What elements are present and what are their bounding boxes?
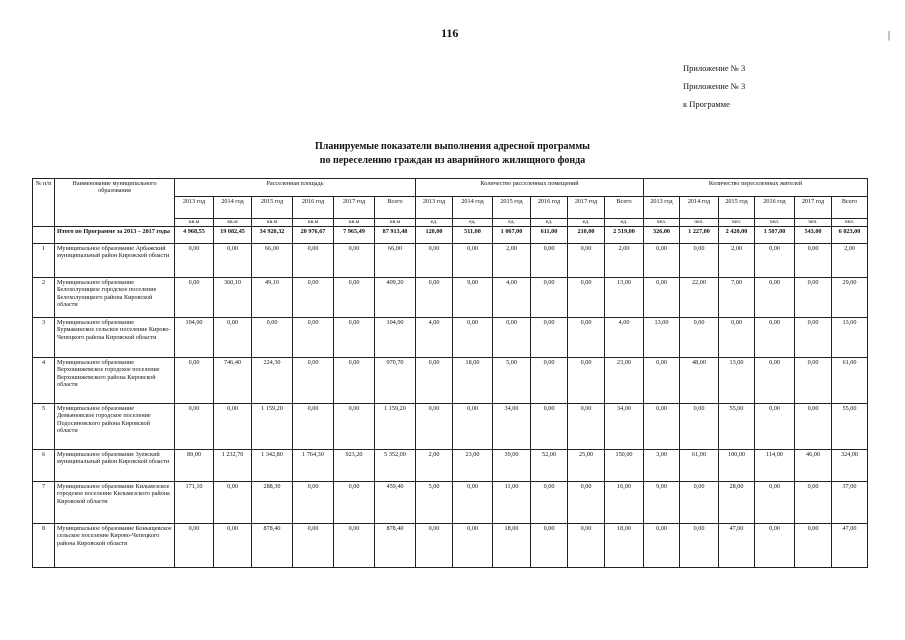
row-value: 0,00 xyxy=(175,404,214,450)
row-value: 0,00 xyxy=(568,278,605,318)
row-value: 100,00 xyxy=(719,450,755,482)
row-value: 878,40 xyxy=(375,524,416,568)
row-value: 0,00 xyxy=(334,358,375,404)
row-value: 0,00 xyxy=(453,524,493,568)
row-num: 1 xyxy=(33,244,55,278)
row-value: 0,00 xyxy=(755,244,795,278)
row-value: 5,00 xyxy=(493,358,531,404)
row-value: 0,00 xyxy=(293,358,334,404)
total-value: 1 067,00 xyxy=(493,227,531,244)
row-value: 0,00 xyxy=(680,318,719,358)
row-value: 0,00 xyxy=(416,524,453,568)
row-value: 11,00 xyxy=(493,482,531,524)
row-value: 0,00 xyxy=(644,404,680,450)
corner-mark: | xyxy=(888,30,891,41)
total-value: 120,00 xyxy=(416,227,453,244)
row-value: 0,00 xyxy=(795,244,832,278)
row-value: 0,00 xyxy=(453,244,493,278)
row-value: 0,00 xyxy=(453,404,493,450)
year-header: 2014 год xyxy=(214,197,252,219)
header-area-group: Расселенная площадь xyxy=(175,179,416,197)
row-value: 0,00 xyxy=(175,358,214,404)
unit-cell: ед. xyxy=(493,219,531,227)
row-name: Муниципальное образование Верхошижемское городское поселение Верхошижемского района Кировской области xyxy=(55,358,175,404)
row-value: 0,00 xyxy=(334,482,375,524)
row-value: 0,00 xyxy=(416,244,453,278)
row-value: 0,00 xyxy=(453,318,493,358)
year-header: 2016 год xyxy=(531,197,568,219)
title-line-2: по переселению граждан из аварийного жилищного фонда xyxy=(319,155,586,166)
row-value: 0,00 xyxy=(175,244,214,278)
row-value: 0,00 xyxy=(568,318,605,358)
title-line-1: Планируемые показатели выполнения адресной программы xyxy=(315,141,590,152)
row-num: 3 xyxy=(33,318,55,358)
row-value: 47,00 xyxy=(719,524,755,568)
row-value: 0,00 xyxy=(680,524,719,568)
row-value: 0,00 xyxy=(795,358,832,404)
row-value: 0,00 xyxy=(568,482,605,524)
row-value: 746,40 xyxy=(214,358,252,404)
row-value: 13,00 xyxy=(605,278,644,318)
total-value: 210,00 xyxy=(568,227,605,244)
appendix-line-1: Приложение № 3 xyxy=(683,63,746,73)
row-value: 0,00 xyxy=(334,404,375,450)
row-value: 0,00 xyxy=(644,524,680,568)
row-value: 52,00 xyxy=(531,450,568,482)
year-header: 2017 год xyxy=(568,197,605,219)
row-value: 0,00 xyxy=(334,318,375,358)
total-value: 611,00 xyxy=(531,227,568,244)
row-value: 28,00 xyxy=(719,482,755,524)
row-value: 923,20 xyxy=(334,450,375,482)
row-value: 0,00 xyxy=(453,482,493,524)
year-header: 2014 год xyxy=(453,197,493,219)
row-value: 0,00 xyxy=(531,278,568,318)
row-value: 0,00 xyxy=(644,278,680,318)
row-name: Муниципальное образование Белохолуницкое городское поселение Белохолуницкого района Кировской области xyxy=(55,278,175,318)
row-num: 8 xyxy=(33,524,55,568)
total-value: 4 968,55 xyxy=(175,227,214,244)
total-value: 1 507,00 xyxy=(755,227,795,244)
row-value: 114,00 xyxy=(755,450,795,482)
row-value: 0,00 xyxy=(568,244,605,278)
row-value: 0,00 xyxy=(795,482,832,524)
unit-cell: кв.м xyxy=(252,219,293,227)
row-num: 4 xyxy=(33,358,55,404)
row-value: 7,00 xyxy=(719,278,755,318)
row-value: 0,00 xyxy=(568,358,605,404)
header-num: № п/п xyxy=(33,179,55,227)
row-value: 29,00 xyxy=(832,278,868,318)
row-value: 34,00 xyxy=(605,404,644,450)
row-value: 459,40 xyxy=(375,482,416,524)
year-header: 2017 год xyxy=(795,197,832,219)
row-value: 0,00 xyxy=(175,524,214,568)
row-value: 0,00 xyxy=(795,404,832,450)
row-value: 1 232,70 xyxy=(214,450,252,482)
total-value: 1 227,00 xyxy=(680,227,719,244)
unit-cell: кв.м xyxy=(375,219,416,227)
row-value: 18,00 xyxy=(493,524,531,568)
table-row xyxy=(33,358,868,404)
row-name: Муниципальное образование Арбажский муниципальный район Кировской области xyxy=(55,244,175,278)
row-value: 0,00 xyxy=(293,278,334,318)
year-header: 2016 год xyxy=(293,197,334,219)
unit-cell: ед. xyxy=(605,219,644,227)
row-value: 150,00 xyxy=(605,450,644,482)
row-value: 4,00 xyxy=(493,278,531,318)
year-header: 2015 год xyxy=(719,197,755,219)
row-value: 0,00 xyxy=(755,482,795,524)
row-value: 0,00 xyxy=(568,404,605,450)
total-value: 20 976,67 xyxy=(293,227,334,244)
total-row xyxy=(33,227,868,244)
row-value: 2,00 xyxy=(416,450,453,482)
year-header: 2013 год xyxy=(644,197,680,219)
row-value: 288,30 xyxy=(252,482,293,524)
row-value: 34,00 xyxy=(493,404,531,450)
row-value: 1 342,80 xyxy=(252,450,293,482)
row-value: 104,00 xyxy=(175,318,214,358)
unit-cell: кв.м xyxy=(293,219,334,227)
header-people-group: Количество переселенных жителей xyxy=(644,179,868,197)
header-name: Наименование муниципального образования xyxy=(55,179,175,227)
total-value: 2 420,00 xyxy=(719,227,755,244)
table-row xyxy=(33,278,868,318)
row-value: 0,00 xyxy=(680,482,719,524)
row-value: 0,00 xyxy=(214,482,252,524)
row-value: 0,00 xyxy=(680,404,719,450)
appendix-line-2: Приложение № 3 xyxy=(683,81,746,91)
total-value: 34 920,32 xyxy=(252,227,293,244)
table-row xyxy=(33,524,868,568)
row-value: 0,00 xyxy=(795,278,832,318)
row-value: 970,70 xyxy=(375,358,416,404)
unit-cell: кв.м xyxy=(214,219,252,227)
year-header: 2013 год xyxy=(416,197,453,219)
year-header: 2017 год xyxy=(334,197,375,219)
unit-cell: чел. xyxy=(644,219,680,227)
row-value: 55,00 xyxy=(719,404,755,450)
row-name: Муниципальное образование Демьяновское городское поселение Подосиновского района Кировской области xyxy=(55,404,175,450)
page-number: 116 xyxy=(441,26,459,40)
row-value: 2,00 xyxy=(719,244,755,278)
row-value: 0,00 xyxy=(416,358,453,404)
row-value: 1 159,20 xyxy=(375,404,416,450)
row-value: 0,00 xyxy=(531,358,568,404)
total-value: 7 965,49 xyxy=(334,227,375,244)
unit-cell: ед. xyxy=(453,219,493,227)
row-value: 0,00 xyxy=(531,524,568,568)
row-value: 0,00 xyxy=(214,318,252,358)
row-value: 0,00 xyxy=(755,404,795,450)
row-value: 2,00 xyxy=(493,244,531,278)
row-value: 104,00 xyxy=(375,318,416,358)
row-value: 0,00 xyxy=(644,244,680,278)
row-value: 55,00 xyxy=(832,404,868,450)
row-value: 89,00 xyxy=(175,450,214,482)
year-header: 2015 год xyxy=(493,197,531,219)
total-value: 326,00 xyxy=(644,227,680,244)
row-value: 1 159,20 xyxy=(252,404,293,450)
unit-cell: ед. xyxy=(531,219,568,227)
row-value: 4,00 xyxy=(605,318,644,358)
table-row xyxy=(33,450,868,482)
row-name: Муниципальное образование Бурмакинское сельское поселение Кирово-Чепецкого района Кировской области xyxy=(55,318,175,358)
table-row xyxy=(33,404,868,450)
row-value: 66,00 xyxy=(252,244,293,278)
row-value: 16,00 xyxy=(605,482,644,524)
row-num: 5 xyxy=(33,404,55,450)
unit-cell: чел. xyxy=(832,219,868,227)
row-value: 0,00 xyxy=(175,278,214,318)
row-value: 0,00 xyxy=(644,358,680,404)
row-value: 0,00 xyxy=(755,318,795,358)
row-value: 13,00 xyxy=(719,358,755,404)
row-value: 0,00 xyxy=(214,244,252,278)
row-value: 0,00 xyxy=(293,482,334,524)
unit-cell: ед. xyxy=(568,219,605,227)
row-value: 878,40 xyxy=(252,524,293,568)
row-value: 0,00 xyxy=(214,524,252,568)
row-value: 9,00 xyxy=(453,278,493,318)
row-value: 0,00 xyxy=(755,358,795,404)
total-value: 19 082,45 xyxy=(214,227,252,244)
row-value: 324,00 xyxy=(832,450,868,482)
document-title xyxy=(0,140,905,168)
row-num: 6 xyxy=(33,450,55,482)
row-value: 224,30 xyxy=(252,358,293,404)
row-value: 2,00 xyxy=(832,244,868,278)
row-value: 18,00 xyxy=(453,358,493,404)
row-value: 25,00 xyxy=(568,450,605,482)
total-value: 543,00 xyxy=(795,227,832,244)
row-num: 2 xyxy=(33,278,55,318)
unit-cell: чел. xyxy=(680,219,719,227)
year-header: 2015 год xyxy=(252,197,293,219)
table-row xyxy=(33,244,868,278)
year-header: 2013 год xyxy=(175,197,214,219)
unit-cell: чел. xyxy=(719,219,755,227)
row-num: 7 xyxy=(33,482,55,524)
row-value: 49,10 xyxy=(252,278,293,318)
row-value: 0,00 xyxy=(531,404,568,450)
year-header: Всего xyxy=(375,197,416,219)
row-value: 46,00 xyxy=(795,450,832,482)
row-value: 13,00 xyxy=(644,318,680,358)
total-value: 6 023,00 xyxy=(832,227,868,244)
appendix-line-3: к Программе xyxy=(683,99,730,109)
year-header: Всего xyxy=(605,197,644,219)
unit-cell: ед. xyxy=(416,219,453,227)
total-num xyxy=(33,227,55,244)
row-value: 0,00 xyxy=(252,318,293,358)
year-header: 2014 год xyxy=(680,197,719,219)
table-row xyxy=(33,318,868,358)
row-value: 360,10 xyxy=(214,278,252,318)
row-value: 0,00 xyxy=(568,524,605,568)
header-rooms-group: Количество расселенных помещений xyxy=(416,179,644,197)
row-value: 0,00 xyxy=(334,278,375,318)
row-value: 0,00 xyxy=(680,244,719,278)
row-value: 5 352,00 xyxy=(375,450,416,482)
row-value: 48,00 xyxy=(680,358,719,404)
row-value: 0,00 xyxy=(293,524,334,568)
row-value: 0,00 xyxy=(334,524,375,568)
row-value: 171,10 xyxy=(175,482,214,524)
row-value: 18,00 xyxy=(605,524,644,568)
row-value: 13,00 xyxy=(832,318,868,358)
row-value: 0,00 xyxy=(755,524,795,568)
row-value: 0,00 xyxy=(795,524,832,568)
indicators-table xyxy=(32,178,868,568)
row-value: 0,00 xyxy=(531,318,568,358)
row-value: 61,00 xyxy=(680,450,719,482)
row-name: Муниципальное образование Коныщевское сельское поселение Кирово-Чепецкого района Кировской области xyxy=(55,524,175,568)
row-value: 39,00 xyxy=(493,450,531,482)
unit-cell: кв.м xyxy=(334,219,375,227)
row-value: 9,00 xyxy=(644,482,680,524)
year-header: Всего xyxy=(832,197,868,219)
row-value: 61,00 xyxy=(832,358,868,404)
row-name: Муниципальное образование Зуевский муниципальный район Кировской области xyxy=(55,450,175,482)
row-value: 0,00 xyxy=(334,244,375,278)
row-value: 0,00 xyxy=(214,404,252,450)
row-value: 0,00 xyxy=(531,244,568,278)
row-value: 37,00 xyxy=(832,482,868,524)
unit-cell: чел. xyxy=(755,219,795,227)
row-value: 66,00 xyxy=(375,244,416,278)
row-value: 0,00 xyxy=(293,318,334,358)
total-name: Итого по Программе за 2013 – 2017 годы xyxy=(55,227,175,244)
row-value: 23,00 xyxy=(453,450,493,482)
row-value: 1 764,30 xyxy=(293,450,334,482)
table-row xyxy=(33,482,868,524)
total-value: 511,00 xyxy=(453,227,493,244)
total-value: 87 913,48 xyxy=(375,227,416,244)
row-value: 4,00 xyxy=(416,318,453,358)
row-value: 409,20 xyxy=(375,278,416,318)
row-value: 0,00 xyxy=(755,278,795,318)
row-value: 23,00 xyxy=(605,358,644,404)
row-value: 0,00 xyxy=(719,318,755,358)
row-value: 0,00 xyxy=(293,404,334,450)
row-value: 2,00 xyxy=(605,244,644,278)
row-value: 3,00 xyxy=(644,450,680,482)
row-value: 5,00 xyxy=(416,482,453,524)
row-value: 0,00 xyxy=(493,318,531,358)
row-value: 0,00 xyxy=(416,278,453,318)
row-value: 0,00 xyxy=(531,482,568,524)
row-value: 0,00 xyxy=(416,404,453,450)
unit-cell: чел. xyxy=(795,219,832,227)
row-value: 0,00 xyxy=(795,318,832,358)
row-value: 0,00 xyxy=(293,244,334,278)
unit-cell: кв.м xyxy=(175,219,214,227)
row-value: 47,00 xyxy=(832,524,868,568)
year-header: 2016 год xyxy=(755,197,795,219)
row-name: Муниципальное образование Кильмезское городское поселение Кильмезского района Кировской области xyxy=(55,482,175,524)
total-value: 2 519,00 xyxy=(605,227,644,244)
row-value: 22,00 xyxy=(680,278,719,318)
